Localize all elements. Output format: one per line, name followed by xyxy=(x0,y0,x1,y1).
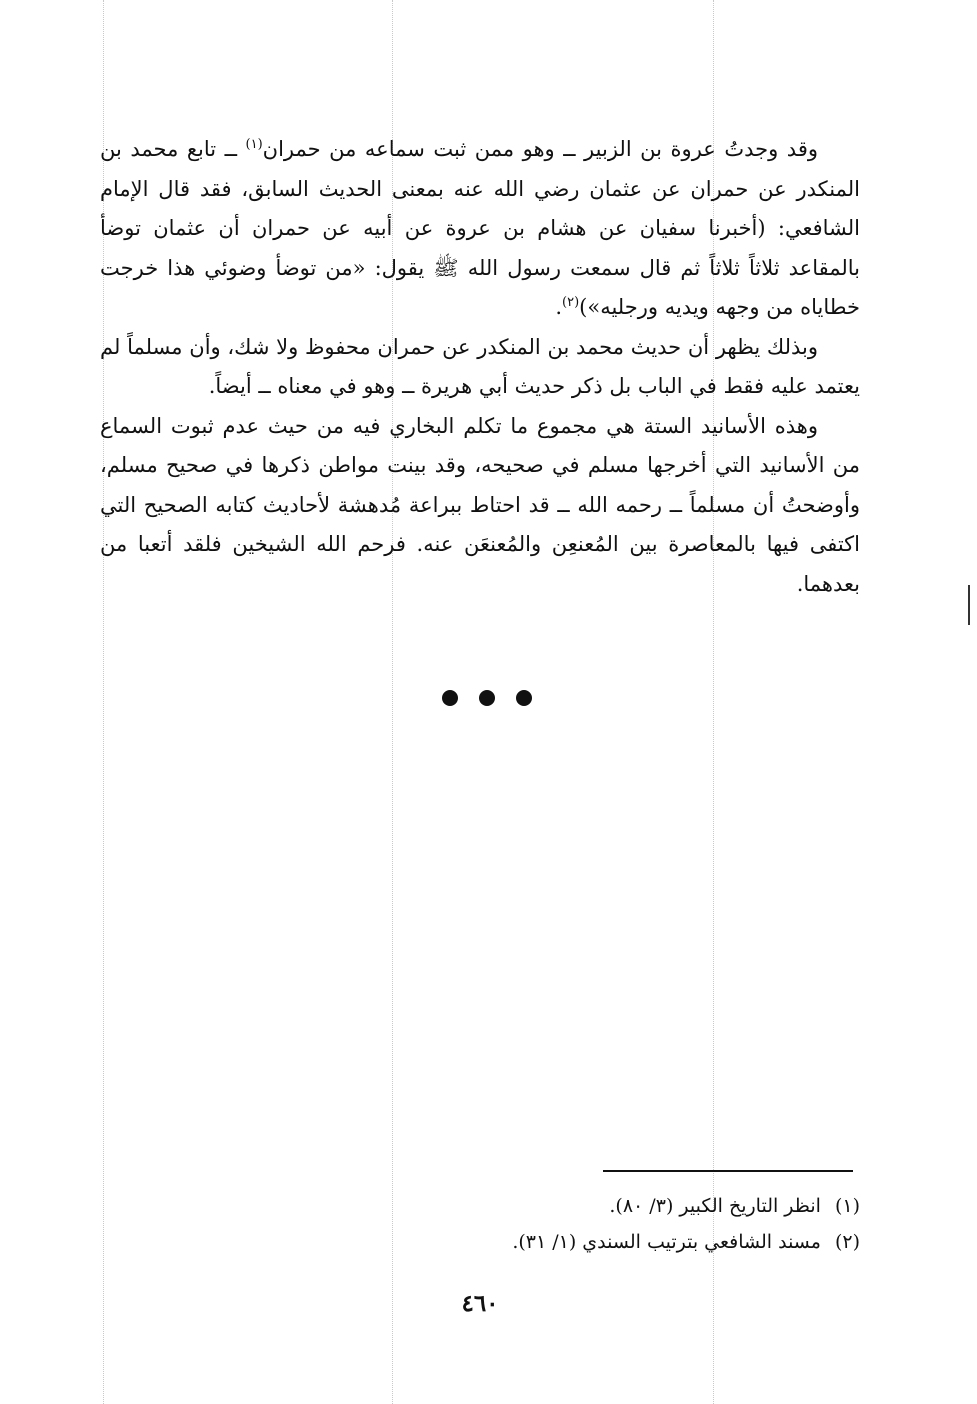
footnote-1 xyxy=(440,1188,860,1224)
footnote-ref-2[interactable]: (٢) xyxy=(562,295,580,310)
separator-dot xyxy=(479,690,495,706)
footnote-divider xyxy=(603,1170,853,1172)
main-text xyxy=(100,130,860,604)
paragraph-1-part2: ــ تابع محمد بن المنكدر عن حمران عن عثمان رضي الله عنه بمعنى الحديث السابق، فقد قال الإمام الشافعي: (أخبرنا سفيان عن هشام بن عروة عن أبيه عن حمران أن عثمان توضأ بالمقاعد ثلاثاً ثلاثاً ثم قال سمعت رسول الله ﷺ يقول: «من توضأ وضوئي هذا خرجت خطاياه من وجهه ويديه ورجليه») xyxy=(100,137,860,319)
footnote-number: (١) xyxy=(834,1195,860,1217)
footnote-number: (٢) xyxy=(834,1231,860,1253)
paragraph-1-end: . xyxy=(555,295,563,319)
paragraph-2: وبذلك يظهر أن حديث محمد بن المنكدر عن حمران محفوظ ولا شك، وأن مسلماً لم يعتمد عليه فقط في الباب بل ذكر حديث أبي هريرة ــ وهو في معناه ــ أيضاً. xyxy=(100,334,860,398)
paragraph-1 xyxy=(100,130,860,328)
paragraph-3: وهذه الأسانيد الستة هي مجموع ما تكلم البخاري فيه من حيث عدم ثبوت السماع من الأسانيد التي أخرجها مسلم في صحيحه، وقد بينت مواطن ذكرها في صحيح مسلم، وأوضحتُ أن مسلماً ــ رحمه الله ــ قد احتاط ببراعة مُدهشة لأحاديث كتابه الصحيح التي اكتفى فيها بالمعاصرة بين المُعنعِن والمُعنعَن عنه. فرحم الله الشيخين فلقد أتعبا من بعدهما. xyxy=(100,413,860,596)
section-separator xyxy=(442,686,532,710)
scan-artifact-mark xyxy=(968,585,970,625)
footnotes xyxy=(440,1188,860,1260)
page-number: ٤٦٠ xyxy=(461,1290,499,1317)
footnote-text: مسند الشافعي بترتيب السندي (١/ ٣١). xyxy=(512,1231,821,1253)
paragraph-1-part1: وقد وجدتُ عروة بن الزبير ــ وهو ممن ثبت سماعه من حمران xyxy=(262,137,818,161)
footnote-2 xyxy=(440,1224,860,1260)
footnote-text: انظر التاريخ الكبير (٣/ ٨٠). xyxy=(609,1195,821,1217)
footnote-ref-1[interactable]: (١) xyxy=(245,137,263,152)
separator-dot xyxy=(442,690,458,706)
separator-dot xyxy=(516,690,532,706)
